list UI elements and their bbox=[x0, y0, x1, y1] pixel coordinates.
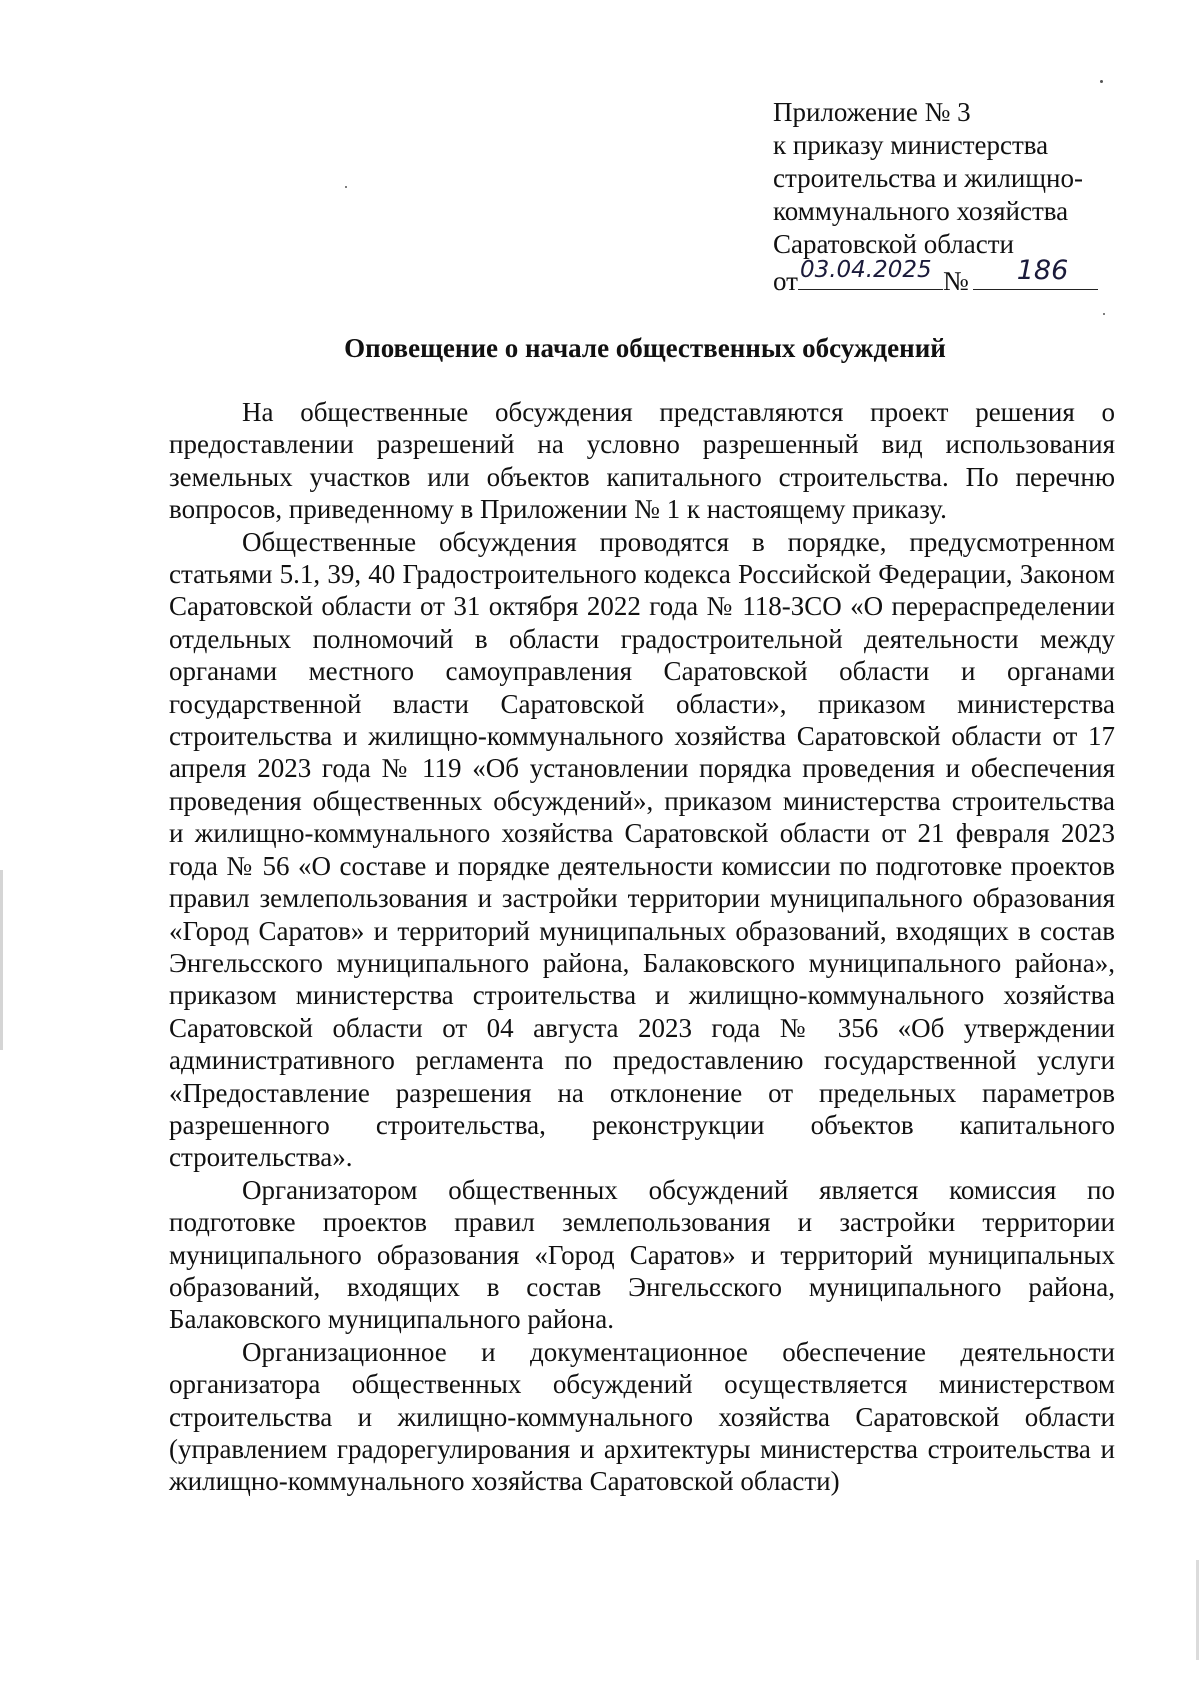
scan-speck bbox=[345, 186, 347, 188]
handwritten-number: 186 bbox=[1016, 255, 1069, 286]
paragraph: На общественные обсуждения представляются проект решения о предоставлении разрешений на условно разрешенный вид использования земельных участков или объектов капитального строительства. По перечню вопросов, приведенному в Приложении № 1 к настоящему приказу. bbox=[169, 397, 1115, 525]
from-label: от bbox=[773, 266, 798, 296]
annex-title: Приложение № 3 bbox=[773, 97, 971, 127]
number-label: № bbox=[942, 266, 969, 296]
scan-edge-mark bbox=[0, 870, 3, 1050]
annex-line: строительства и жилищно- bbox=[773, 163, 1083, 193]
annex-line: коммунального хозяйства bbox=[773, 196, 1069, 226]
paragraph: Общественные обсуждения проводятся в порядке, предусмотренном статьями 5.1, 39, 40 Градостроительного кодекса Российской Федерации, Законом Саратовской области от 31 октября 2022 года № 118-ЗСО «О перераспределении отдельных полномочий в области градостроительной деятельности между органами местного самоуправления Саратовской области и органами государственной власти Саратовской области», приказом министерства строительства и жилищно-коммунального хозяйства Саратовской области от 17 апреля 2023 года № 119 «Об установлении порядка проведения и обеспечения проведения общественных обсуждений», приказом министерства строительства и жилищно-коммунального хозяйства Саратовской области от 21 февраля 2023 года № 56 «О составе и порядке деятельности комиссии по подготовке проектов правил землепользования и застройки территории муниципального образования «Город Саратов» и территорий муниципальных образований, входящих в состав Энгельсского муниципального района, Балаковского муниципального района», приказом министерства строительства и жилищно-коммунального хозяйства Саратовской области от 04 августа 2023 года № 356 «Об утверждении административного регламента по предоставлению государственной услуги «Предоставление разрешения на отклонение от предельных параметров разрешенного строительства, реконструкции объектов капитального строительства». bbox=[169, 526, 1115, 1173]
document-title: Оповещение о начале общественных обсуждений bbox=[344, 333, 946, 363]
scan-speck bbox=[1100, 80, 1103, 83]
annex-line: Саратовской области bbox=[773, 229, 1014, 259]
annex-header bbox=[773, 96, 1103, 297]
annex-line: к приказу министерства bbox=[773, 130, 1049, 160]
number-field bbox=[973, 255, 1098, 290]
document-body bbox=[169, 396, 1115, 1498]
scan-edge-mark bbox=[1196, 1560, 1199, 1660]
date-field bbox=[798, 257, 943, 290]
scan-speck bbox=[1103, 313, 1105, 315]
paragraph: Организационное и документационное обеспечение деятельности организатора общественных обсуждений осуществляется министерством строительства и жилищно-коммунального хозяйства Саратовской области (управлением градорегулирования и архитектуры министерства строительства и жилищно-коммунального хозяйства Саратовской области) bbox=[169, 1336, 1115, 1497]
paragraph: Организатором общественных обсуждений является комиссия по подготовке проектов правил землепользования и застройки территории муниципального образования «Город Саратов» и территорий муниципальных образований, входящих в состав Энгельсского муниципального района, Балаковского муниципального района. bbox=[169, 1174, 1115, 1335]
handwritten-date: 03.04.2025 bbox=[799, 257, 932, 283]
annex-date-number-row bbox=[773, 255, 1103, 297]
